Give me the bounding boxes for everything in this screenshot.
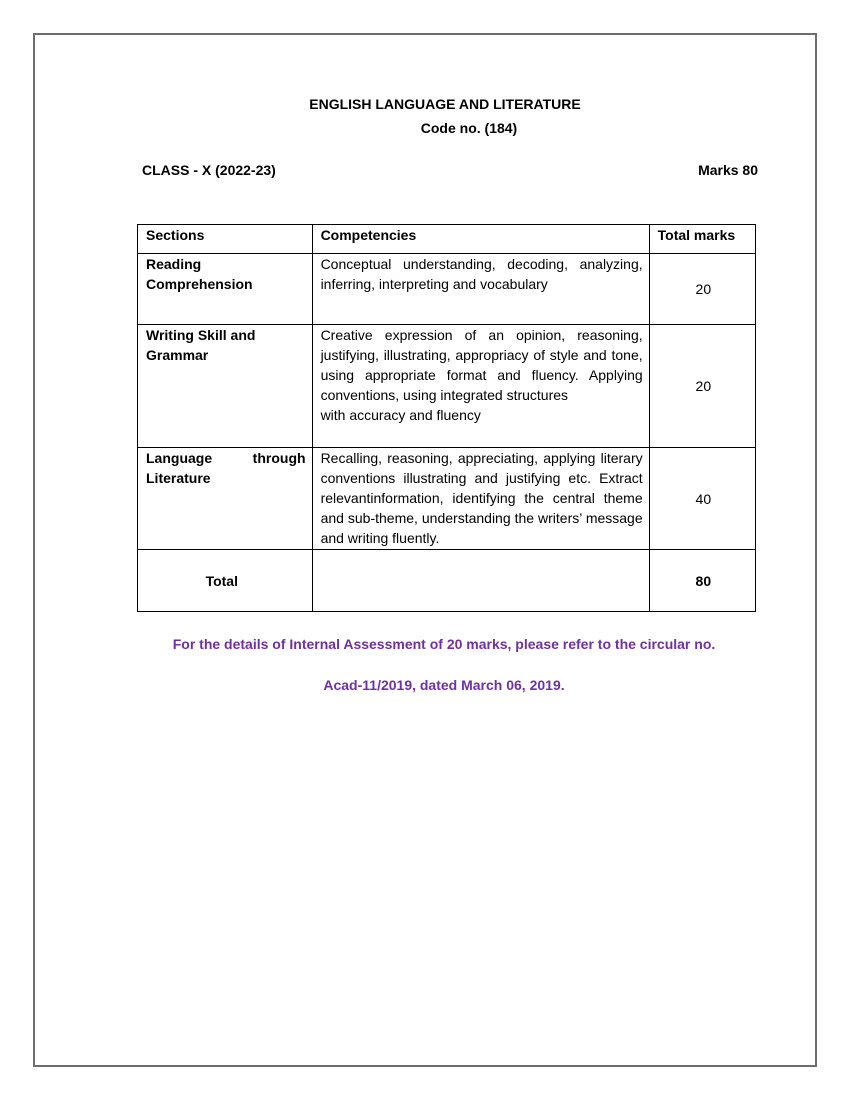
- syllabus-table: [137, 224, 756, 612]
- circular-reference: Acad-11/2019, dated March 06, 2019.: [323, 677, 565, 693]
- table-row: [138, 325, 756, 448]
- total-row: [138, 550, 756, 612]
- header-total-marks: Total marks: [649, 225, 755, 254]
- competencies-cell: Conceptual understanding, decoding, analyzing, inferring, interpreting and vocabulary: [312, 254, 649, 325]
- total-marks: 80: [649, 550, 755, 612]
- class-label: CLASS - X (2022-23): [142, 162, 276, 178]
- table-row: [138, 254, 756, 325]
- marks-label: Marks 80: [698, 162, 758, 178]
- marks-cell: 40: [649, 448, 755, 550]
- section-cell: Writing Skill and Grammar: [138, 325, 313, 448]
- competencies-text: Creative expression of an opinion, reasoning, justifying, illustrating, appropriacy of style and tone, using appropriate format and fluency. Applying conventions, using integrated structures: [320, 327, 643, 403]
- competencies-cell: [312, 325, 649, 448]
- section-cell: Language through Literature: [138, 448, 313, 550]
- section-cell: Reading Comprehension: [138, 254, 313, 325]
- document-title: ENGLISH LANGUAGE AND LITERATURE: [309, 96, 581, 112]
- subject-code: Code no. (184): [420, 120, 518, 136]
- marks-cell: 20: [649, 325, 755, 448]
- table-row: [138, 448, 756, 550]
- internal-assessment-note: For the details of Internal Assessment of 20 marks, please refer to the circular no.: [172, 636, 716, 652]
- table-header-row: [138, 225, 756, 254]
- total-label: Total: [138, 550, 313, 612]
- marks-cell: 20: [649, 254, 755, 325]
- header-competencies: Competencies: [312, 225, 649, 254]
- competencies-text-extra: with accuracy and fluency: [320, 407, 481, 423]
- header-sections: Sections: [138, 225, 313, 254]
- competencies-cell: Recalling, reasoning, appreciating, applying literary conventions illustrating and justifying etc. Extract relevantinformation, identifying the central theme and sub-theme, understanding the writers’ message and writing fluently.: [312, 448, 649, 550]
- total-competencies-cell: [312, 550, 649, 612]
